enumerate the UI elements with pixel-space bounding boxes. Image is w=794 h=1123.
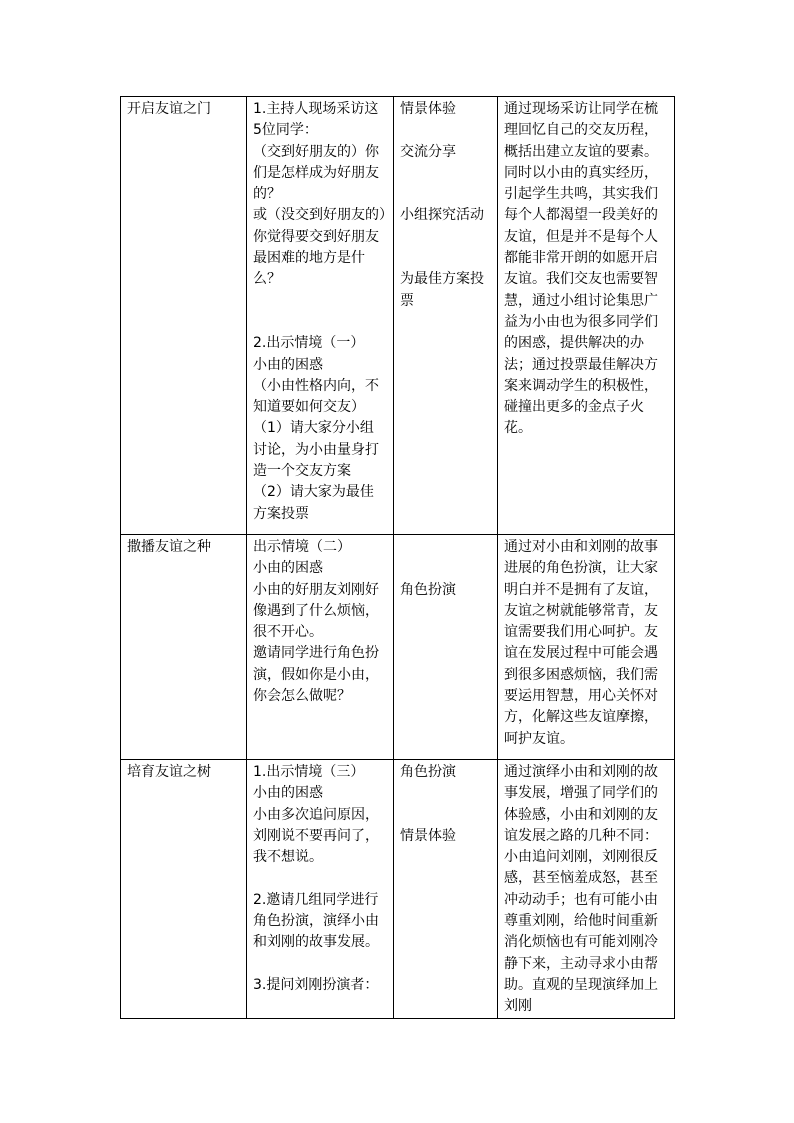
stage-title: 撒播友谊之种 xyxy=(127,539,211,555)
content-cell xyxy=(247,535,394,760)
intent-text: 通过演绎小由和刘刚的故事发展，增强了同学们的体验感，小由和刘刚的友谊发展之路的几种不同：小由追问刘刚，刘刚很反感，甚至恼羞成怒，甚至冲动动手；也有可能小由尊重刘刚，给他时间重新消化烦恼也有可能刘刚冷静下来，主动寻求小由帮助。直观的呈现演绎加上刘刚 xyxy=(504,764,658,1015)
content-line xyxy=(253,312,387,333)
content-line: （交到好朋友的）你们是怎样成为好朋友的？ xyxy=(253,143,379,203)
content-line: 3.提问刘刚扮演者： xyxy=(253,976,379,993)
method-line: 交流分享 xyxy=(400,143,456,160)
method-line xyxy=(400,783,491,804)
stage-cell xyxy=(121,535,247,760)
content-line: 1.主持人现场采访这5位同学： xyxy=(253,101,379,139)
method-cell xyxy=(394,760,498,1019)
intent-cell xyxy=(498,97,675,535)
table-row xyxy=(121,535,675,760)
stage-cell xyxy=(121,760,247,1019)
method-line xyxy=(400,184,491,205)
intent-text: 通过现场采访让同学在梳理回忆自己的交友历程，概括出建立友谊的要素。同时以小由的真实经历，引起学生共鸣，其实我们每个人都渴望一段美好的友谊，但是并不是每个人都能非常开朗的如愿开启友谊。我们交友也需要智慧，通过小组讨论集思广益为小由也为很多同学们的困惑，提供解决的办法；通过投票最佳解决方案来调动学生的积极性，碰撞出更多的金点子火花。 xyxy=(504,101,658,437)
content-cell xyxy=(247,760,394,1019)
stage-title: 培育友谊之树 xyxy=(127,764,211,780)
method-line xyxy=(400,805,491,826)
content-line: （2）请大家为最佳方案投票 xyxy=(253,484,374,522)
method-line xyxy=(400,227,491,248)
intent-cell xyxy=(498,760,675,1019)
content-line: 2.出示情境（一） xyxy=(253,335,365,352)
content-line: 邀请同学进行角色扮演，假如你是小由，你会怎么做呢？ xyxy=(253,645,379,705)
method-line: 为最佳方案投票 xyxy=(400,271,484,309)
content-line: 2.邀请几组同学进行角色扮演，演绎小由和刘刚的故事发展。 xyxy=(253,891,379,951)
content-line: 小由的困惑 xyxy=(253,560,323,577)
content-line: 1.出示情境（三） xyxy=(253,764,365,780)
content-line: 小由的好朋友刘刚好像遇到了什么烦恼，很不开心。 xyxy=(253,581,379,641)
lesson-plan-table xyxy=(120,96,675,1019)
method-line xyxy=(400,248,491,269)
method-cell xyxy=(394,97,498,535)
content-line xyxy=(253,291,387,312)
method-line: 角色扮演 xyxy=(400,581,456,598)
intent-cell xyxy=(498,535,675,760)
content-line: 小由的困惑 xyxy=(253,785,323,802)
stage-cell xyxy=(121,97,247,535)
content-line: （1）请大家分小组讨论，为小由量身打造一个交友方案 xyxy=(253,420,379,480)
method-line: 情景体验 xyxy=(400,827,456,844)
method-line xyxy=(400,537,491,558)
content-line: 小由多次追问原因，刘刚说不要再问了，我不想说。 xyxy=(253,806,379,866)
table-row xyxy=(121,760,675,1019)
method-line: 情景体验 xyxy=(400,101,456,117)
method-line: 角色扮演 xyxy=(400,764,456,780)
method-line xyxy=(400,558,491,579)
method-line: 小组探究活动 xyxy=(400,207,484,224)
content-line: 或（没交到好朋友的）你觉得要交到好朋友最困难的地方是什么？ xyxy=(253,207,386,288)
table-row xyxy=(121,97,675,535)
content-line: （小由性格内向，不知道要如何交友） xyxy=(253,377,379,416)
content-line xyxy=(253,954,387,975)
content-cell xyxy=(247,97,394,535)
method-line xyxy=(400,163,491,184)
content-line: 小由的困惑 xyxy=(253,356,323,373)
stage-title: 开启友谊之门 xyxy=(127,101,211,117)
content-line: 出示情境（二） xyxy=(253,539,351,555)
method-line xyxy=(400,120,491,141)
method-cell xyxy=(394,535,498,760)
intent-text: 通过对小由和刘刚的故事进展的角色扮演，让大家明白并不是拥有了友谊，友谊之树就能够常青，友谊需要我们用心呵护。友谊在发展过程中可能会遇到很多困惑烦恼，我们需要运用智慧，用心关怀对方，化解这些友谊摩擦，呵护友谊。 xyxy=(504,539,658,747)
content-line xyxy=(253,868,387,889)
